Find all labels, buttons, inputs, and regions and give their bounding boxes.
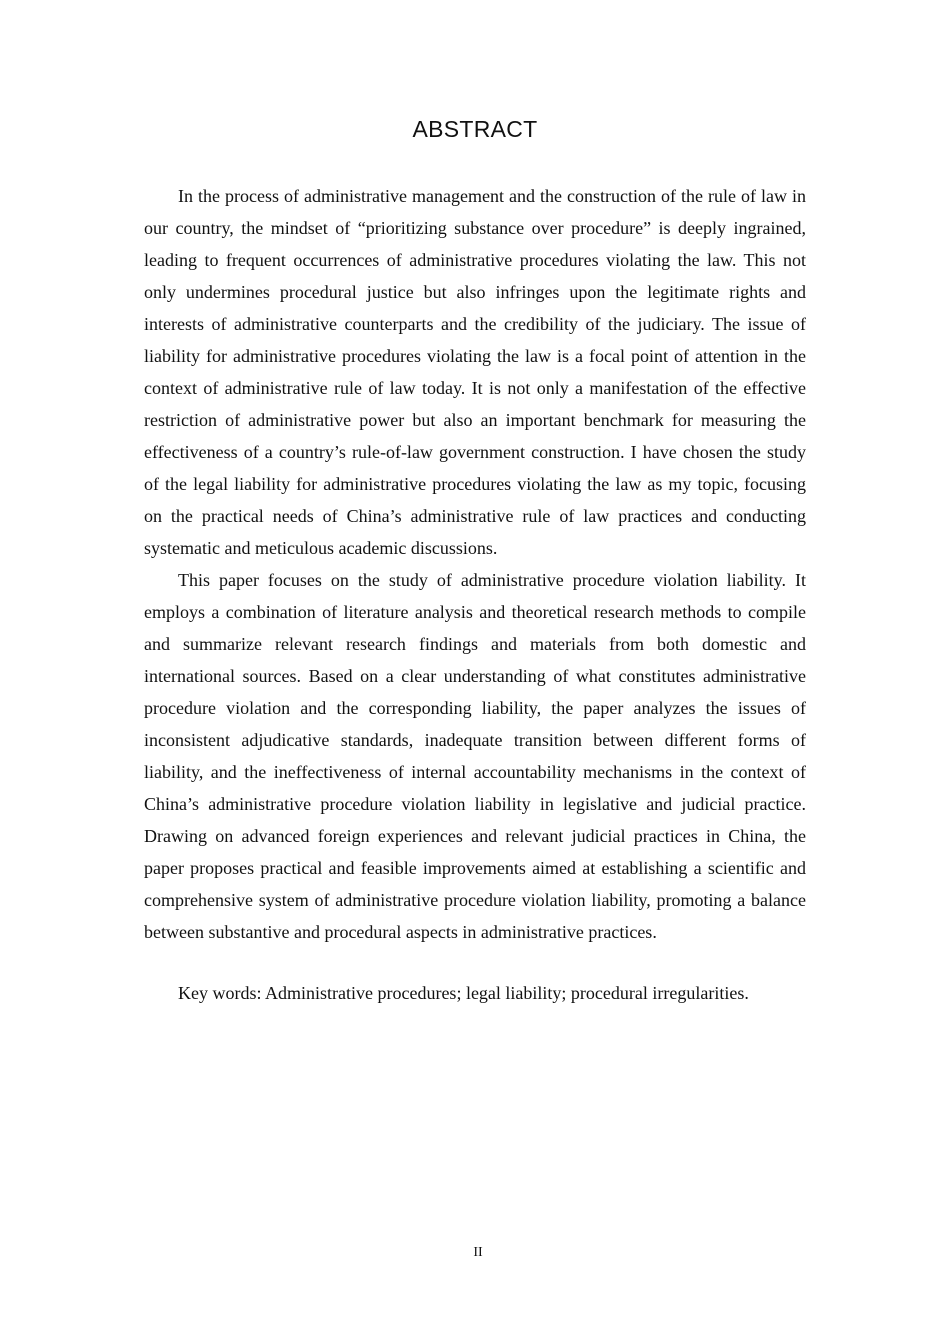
abstract-title: ABSTRACT [412,116,538,142]
abstract-paragraph-1: In the process of administrative management and the construction of the rule of law in our country, the mindset of “prioritizing substance over procedure” is deeply ingrained, leading to frequent occurrences of administrative procedures violating the law. This not only undermines procedural justice but also infringes upon the legitimate rights and interests of administrative counterparts and the credibility of the judiciary. The issue of liability for administrative procedures violating the law is a focal point of attention in the context of administrative rule of law today. It is not only a manifestation of the effective restriction of administrative power but also an important benchmark for measuring the effectiveness of a country’s rule-of-law government construction. I have chosen the study of the legal liability for administrative procedures violating the law as my topic, focusing on the practical needs of China’s administrative rule of law practices and conducting systematic and meticulous academic discussions. [144,186,806,558]
abstract-body [144,180,806,948]
abstract-paragraph-2: This paper focuses on the study of administrative procedure violation liability. It employs a combination of literature analysis and theoretical research methods to compile and summarize relevant research findings and materials from both domestic and international sources. Based on a clear understanding of what constitutes administrative procedure violation and the corresponding liability, the paper analyzes the issues of inconsistent adjudicative standards, inadequate transition between different forms of liability, and the ineffectiveness of internal accountability mechanisms in the context of China’s administrative procedure violation liability in legislative and judicial practice. Drawing on advanced foreign experiences and relevant judicial practices in China, the paper proposes practical and feasible improvements aimed at establishing a scientific and comprehensive system of administrative procedure violation liability, promoting a balance between substantive and procedural aspects in administrative practices. [144,570,806,942]
page-number: II [473,1245,483,1260]
keywords-line: Key words: Administrative procedures; legal liability; procedural irregularities. [178,983,749,1003]
